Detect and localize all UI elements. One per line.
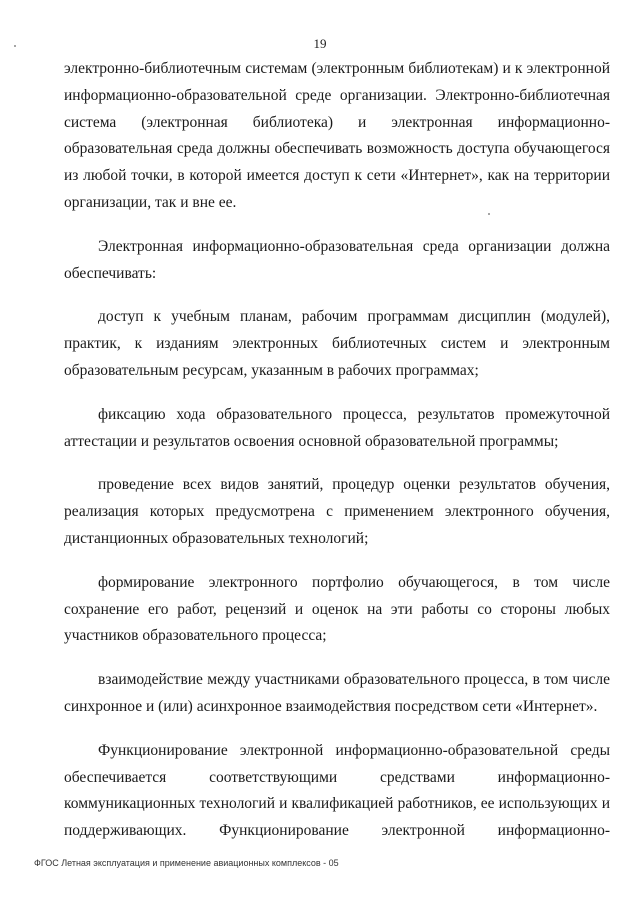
paragraph-environment-must-provide: Электронная информационно-образовательная среда организации должна обеспечивать: — [64, 237, 610, 282]
list-item-portfolio: формирование электронного портфолио обучающегося, в том числе сохранение его работ, рецензий и оценок на эти работы со стороны любых участников образовательного процесса; — [64, 573, 610, 645]
list-item-fixation: фиксацию хода образовательного процесса, результатов промежуточной аттестации и результатов освоения основной образовательной программы; — [64, 405, 610, 450]
paragraph-functioning: Функционирование электронной информационно-образовательной среды обеспечивается соответствующими средствами информационно-коммуникационных технологий и квалификацией работников, ее использующих и поддерживающих. Функционирование электронной информационно- — [64, 741, 610, 840]
list-item-interaction: взаимодействие между участниками образовательного процесса, в том числе синхронное и (или) асинхронное взаимодействия посредством сети «Интернет». — [64, 671, 610, 715]
list-item-classes: проведение всех видов занятий, процедур оценки результатов обучения, реализация которых предусмотрена с применением электронного обучения, дистанционных образовательных технологий; — [64, 476, 610, 547]
page-number: 19 — [313, 36, 327, 51]
body-text — [64, 56, 610, 845]
footer-standard-name: ФГОС Летная эксплуатация и применение авиационных комплексов - 05 — [34, 858, 339, 868]
paragraph-access-systems: электронно-библиотечным системам (электронным библиотекам) и к электронной информационно-образовательной среде организации. Электронно-библиотечная система (электронная библиотека) и электронная информационно-образовательная среда должны обеспечивать возможность доступа обучающегося из любой точки, в которой имеется доступ к сети «Интернет», как на территории организации, так и вне ее. — [64, 60, 610, 211]
list-item-access-plans: доступ к учебным планам, рабочим программам дисциплин (модулей), практик, к изданиям электронных библиотечных систем и электронным образовательным ресурсам, указанным в рабочих программах; — [64, 308, 610, 379]
